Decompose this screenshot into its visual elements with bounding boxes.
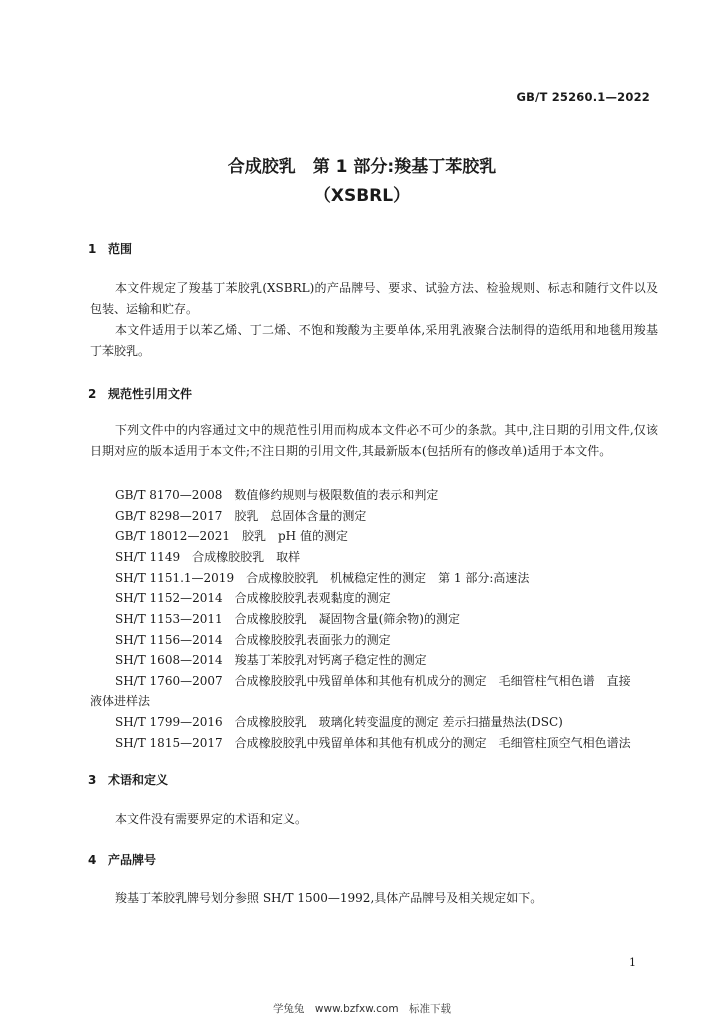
reference-item [115, 569, 660, 586]
section-3-heading [88, 771, 168, 788]
section-2-heading [88, 385, 192, 402]
reference-item [115, 548, 660, 565]
reference-item [115, 589, 660, 606]
section-title: 范围 [108, 242, 133, 256]
reference-title: 合成橡胶胶乳表面张力的测定 [234, 633, 391, 647]
reference-item [115, 507, 660, 524]
reference-code: GB/T 8170—2008 [115, 488, 223, 502]
section-4-heading [88, 851, 156, 868]
reference-title: 合成橡胶胶乳表观黏度的测定 [234, 591, 391, 605]
section-4-paragraph: 羧基丁苯胶乳牌号划分参照 SH/T 1500—1992,具体产品牌号及相关规定如下。 [115, 891, 543, 905]
footer-watermark[interactable]: 学兔兔 www.bzfxw.com 标准下载 [272, 1003, 452, 1015]
reference-code: SH/T 1153—2011 [115, 612, 223, 626]
reference-title-continuation: 液体进样法 [90, 694, 151, 708]
section-title: 术语和定义 [108, 773, 169, 787]
reference-item [115, 651, 660, 668]
reference-code: SH/T 1152—2014 [115, 591, 223, 605]
reference-title: 数值修约规则与极限数值的表示和判定 [234, 488, 439, 502]
section-3-paragraph: 本文件没有需要界定的术语和定义。 [115, 812, 308, 826]
section-title: 产品牌号 [108, 853, 157, 867]
reference-title: 羧基丁苯胶乳对钙离子稳定性的测定 [234, 653, 427, 667]
reference-code: SH/T 1156—2014 [115, 633, 223, 647]
reference-item [115, 610, 660, 627]
section-1-heading [88, 240, 132, 257]
reference-item [115, 672, 660, 689]
reference-item [115, 713, 660, 730]
reference-code: GB/T 8298—2017 [115, 509, 223, 523]
reference-item [115, 527, 660, 544]
reference-code: SH/T 1149 [115, 550, 181, 564]
section-number: 1 [88, 242, 97, 256]
section-2-intro: 下列文件中的内容通过文中的规范性引用而构成本文件必不可少的条款。其中,注日期的引用文件,仅该日期对应的版本适用于本文件;不注日期的引用文件,其最新版本(包括所有的修改单)适用于本文件。 [90, 423, 658, 458]
reference-title: 合成橡胶胶乳中残留单体和其他有机成分的测定 毛细管柱顶空气相色谱法 [234, 736, 631, 750]
reference-code: GB/T 18012—2021 [115, 529, 230, 543]
section-title: 规范性引用文件 [108, 387, 193, 401]
reference-title: 胶乳 总固体含量的测定 [234, 509, 367, 523]
reference-title: 胶乳 pH 值的测定 [241, 529, 348, 543]
reference-code: SH/T 1799—2016 [115, 715, 223, 729]
section-1-paragraph-2: 本文件适用于以苯乙烯、丁二烯、不饱和羧酸为主要单体,采用乳液聚合法制得的造纸用和地毯用羧基丁苯胶乳。 [90, 323, 658, 358]
reference-item [115, 631, 660, 648]
section-number: 4 [88, 853, 97, 867]
reference-code: SH/T 1815—2017 [115, 736, 223, 750]
reference-title: 合成橡胶胶乳中残留单体和其他有机成分的测定 毛细管柱气相色谱 直接 [234, 674, 631, 688]
document-title-abbrev: （XSBRL） [313, 186, 411, 206]
page-number: 1 [629, 956, 636, 969]
section-number: 2 [88, 387, 97, 401]
reference-title: 合成橡胶胶乳 取样 [192, 550, 301, 564]
reference-title: 合成橡胶胶乳 机械稳定性的测定 第 1 部分:高速法 [246, 571, 530, 585]
reference-title: 合成橡胶胶乳 凝固物含量(筛余物)的测定 [234, 612, 460, 626]
section-1-paragraph-1: 本文件规定了羧基丁苯胶乳(XSBRL)的产品牌号、要求、试验方法、检验规则、标志和随行文件以及包装、运输和贮存。 [90, 281, 658, 316]
reference-code: SH/T 1151.1—2019 [115, 571, 235, 585]
reference-code: SH/T 1760—2007 [115, 674, 223, 688]
reference-item [115, 734, 660, 751]
section-number: 3 [88, 773, 97, 787]
document-title: 合成胶乳 第 1 部分:羧基丁苯胶乳 [227, 157, 497, 177]
reference-title: 合成橡胶胶乳 玻璃化转变温度的测定 差示扫描量热法(DSC) [234, 715, 563, 729]
standard-code: GB/T 25260.1—2022 [516, 90, 650, 104]
reference-code: SH/T 1608—2014 [115, 653, 223, 667]
reference-item [115, 486, 660, 503]
